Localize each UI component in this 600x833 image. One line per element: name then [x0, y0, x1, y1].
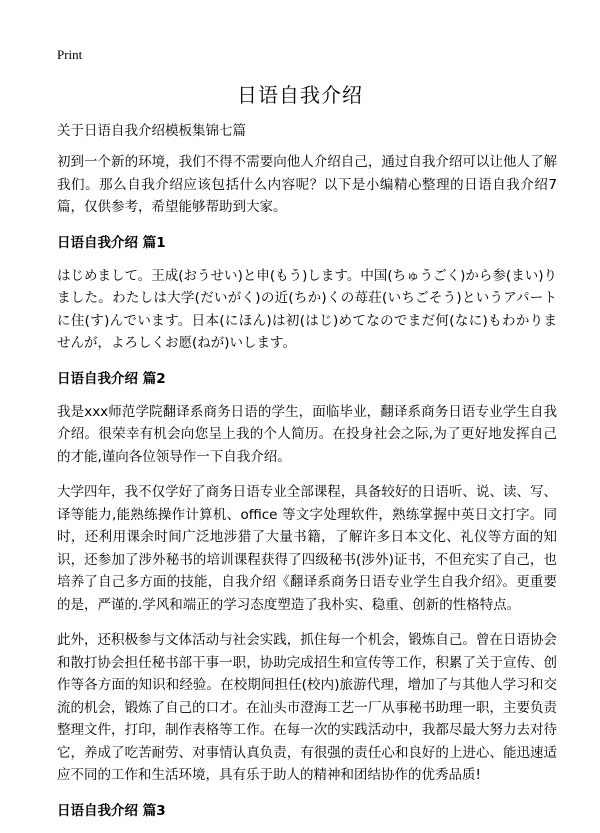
intro-paragraph: 初到一个新的环境，我们不得不需要向他人介绍自己，通过自我介绍可以让他人了解我们。那么自我介绍应该包括什么内容呢？以下是小编精心整理的日语自我介绍7篇，仅供参考，希望能够帮助到大家。	[57, 154, 557, 215]
section-heading-1: 日语自我介绍 篇1	[57, 234, 166, 251]
section-1-paragraph-1: はじめまして。王成(おうせい)と申(もう)します。中国(ちゅうごく)から参(まい)りました。わたしは大学(だいがく)の近(ちか)くの苺荘(いちごそう)というアパートに住(す)んでいます。日本(にほん)は初(はじ)めてなのでまだ何(なに)もわかりませんが，よろしくお愿(ねが)いします。	[57, 267, 557, 351]
section-2-paragraph-2: 大学四年，我不仅学好了商务日语专业全部课程，具备较好的日语听、说、读、写、译等能力,能熟练操作计算机、office 等文字处理软件，熟练掌握中英日文打字。同时，还利用课余时间广泛地涉猎了大量书籍，了解许多日本文化、礼仪等方面的知识，还参加了涉外秘书的培训课程获得了四级秘书(涉外)证书，不但充实了自己，也培养了自己多方面的技能，自我介绍《翻译系商务日语专业学生自我介绍》。更重要的是，严谨的.学风和端正的学习态度塑造了我朴实、稳重、创新的性格特点。	[57, 484, 557, 613]
article-subtitle: 关于日语自我介绍模板集锦七篇	[57, 123, 246, 139]
section-heading-2: 日语自我介绍 篇2	[57, 370, 166, 387]
print-link[interactable]: Print	[57, 47, 83, 62]
section-heading-3: 日语自我介绍 篇3	[57, 802, 166, 819]
section-2-paragraph-3: 此外，还积极参与文体活动与社会实践，抓住每一个机会，锻炼自己。曾在日语协会和散打协会担任秘书部干事一职，协助完成招生和宣传等工作，积累了关于宣传、创作等各方面的知识和经验。在校期间担任(校内)旅游代理，增加了与其他人学习和交流的机会，锻炼了自己的口才。在汕头市澄海工艺一厂从事秘书助理一职，主要负责整理文件，打印，制作表格等工作。在每一次的实践活动中，我都尽最大努力去对待它，养成了吃苦耐劳、对事情认真负责，有很强的责任心和良好的上进心、能迅速适应不同的工作和生活环境，具有乐于助人的精神和团结协作的优秀品质!	[57, 632, 557, 783]
article-body	[57, 120, 557, 833]
page-title: 日语自我介绍	[237, 83, 363, 107]
section-2-paragraph-1: 我是xxx师范学院翻译系商务日语的学生，面临毕业，翻译系商务日语专业学生自我介绍。很荣幸有机会向您呈上我的个人简历。在投身社会之际,为了更好地发挥自己的才能,谨向各位领导作一下自我介绍。	[57, 403, 557, 465]
